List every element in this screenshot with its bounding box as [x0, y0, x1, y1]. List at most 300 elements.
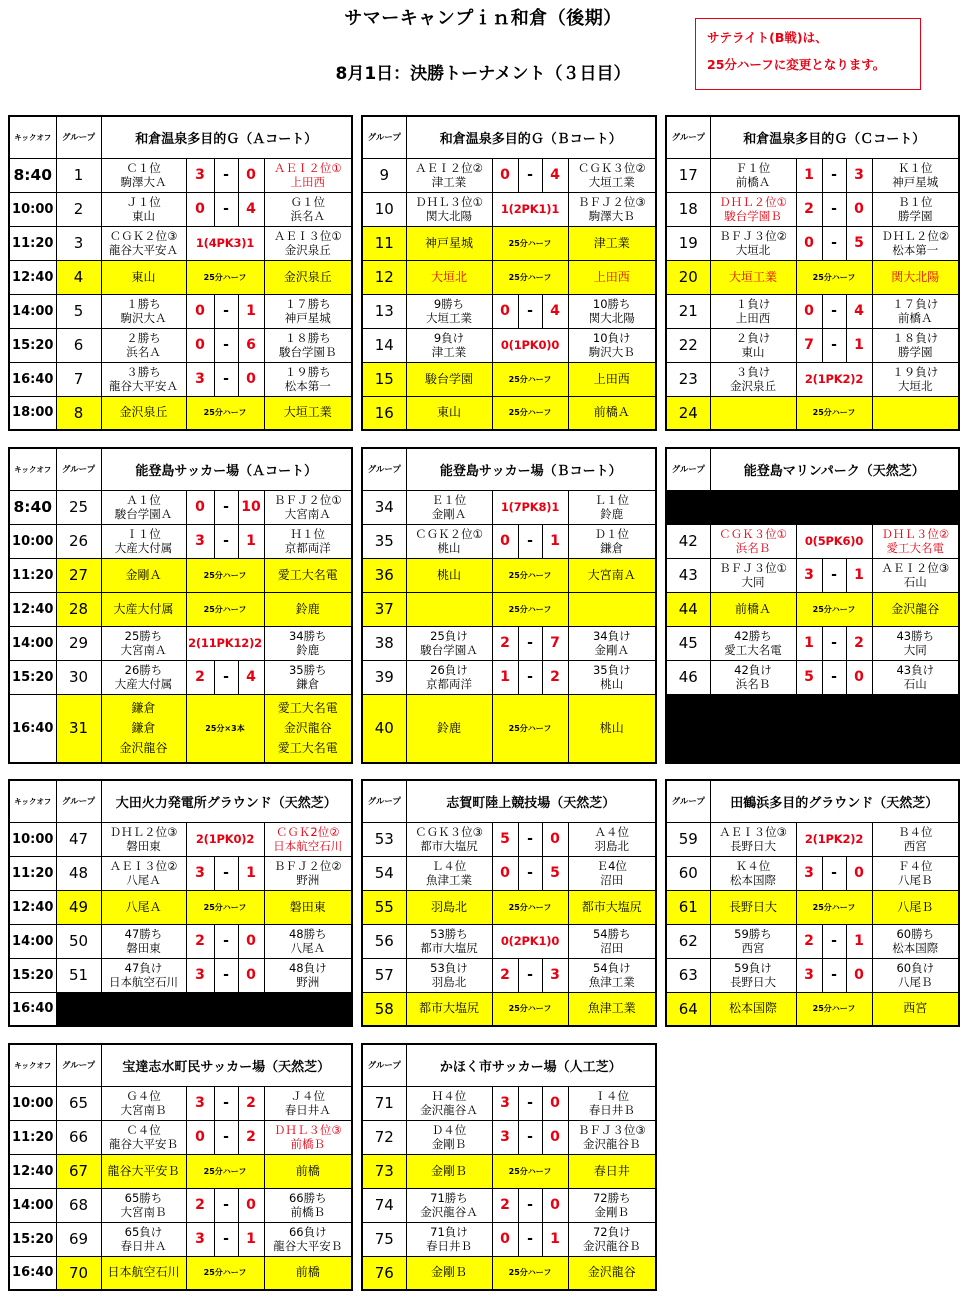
- score-home: 0: [492, 1222, 518, 1256]
- away-team-name: 津工業: [593, 235, 630, 250]
- away-team-name: 魚津工業: [587, 1001, 636, 1016]
- match-format: 25分ハーフ: [186, 396, 264, 430]
- match-number: 8: [56, 396, 101, 430]
- kickoff-time: 14:00: [9, 626, 56, 660]
- home-team-seed: Ｊ１位: [126, 195, 161, 209]
- away-team-name: 鈴鹿: [600, 507, 624, 521]
- home-team: [406, 260, 492, 294]
- home-team-seed: ＣＧＫ２位①: [415, 527, 483, 541]
- away-team-name: 龍谷大平安Ｂ: [273, 1239, 343, 1253]
- away-team: [568, 822, 656, 856]
- pk-score: 0(1PK0)0: [492, 328, 568, 362]
- home-team: [406, 1256, 492, 1290]
- home-team-name: 金剛Ａ: [431, 507, 467, 521]
- away-team: [872, 396, 959, 430]
- score-away: 0: [846, 660, 872, 694]
- score-home: 3: [186, 362, 214, 396]
- away-team-seed: １９勝ち: [284, 365, 331, 379]
- pk-score: 2(1PK0)2: [186, 822, 264, 856]
- kickoff-header: キックオフ: [9, 116, 56, 158]
- match-row: [362, 660, 656, 694]
- kickoff-time: 18:00: [9, 396, 56, 430]
- score-home: 0: [796, 226, 822, 260]
- away-team-name: 魚津工業: [588, 975, 635, 989]
- group-header: グループ: [56, 780, 101, 822]
- away-team: [264, 1256, 352, 1290]
- away-team-seed: 54負け: [592, 961, 631, 975]
- match-row: [9, 362, 352, 396]
- away-team: [568, 1256, 656, 1290]
- home-team-seed: ＣＧＫ３位①: [719, 527, 787, 541]
- home-team-seed: １勝ち: [126, 297, 161, 311]
- kickoff-time: 16:40: [9, 992, 56, 1026]
- score-separator: -: [822, 856, 846, 890]
- away-team-seed: 35勝ち: [288, 663, 327, 677]
- home-team: [406, 396, 492, 430]
- away-team: [264, 890, 352, 924]
- match-number: 22: [666, 328, 710, 362]
- home-team-name: 浜名Ｂ: [735, 677, 771, 691]
- match-format: 25分ハーフ: [492, 592, 568, 626]
- home-team-name: 八尾Ａ: [126, 873, 161, 887]
- away-team-name: 羽島北: [594, 839, 630, 853]
- home-team: [101, 558, 186, 592]
- score-home: 5: [492, 822, 518, 856]
- home-team: [101, 1188, 186, 1222]
- match-row: [362, 1222, 656, 1256]
- score-home: 0: [492, 158, 518, 192]
- header-row: [362, 448, 656, 490]
- home-team-name: 京都両洋: [426, 677, 472, 691]
- home-team-name: 松本国際: [730, 873, 776, 887]
- header-row: [9, 116, 352, 158]
- score-away: 0: [846, 958, 872, 992]
- kickoff-time: 14:00: [9, 1188, 56, 1222]
- away-team-name: 愛工大名電: [277, 741, 338, 756]
- home-team: [406, 992, 492, 1026]
- away-team-name: 愛工大名電: [277, 701, 338, 716]
- score-home: 3: [186, 856, 214, 890]
- away-team-seed: 35負け: [592, 663, 631, 677]
- match-number: 26: [56, 524, 101, 558]
- home-team-name: 津工業: [431, 345, 467, 359]
- score-away: 10: [238, 490, 264, 524]
- away-team-name: 大宮南Ａ: [284, 507, 331, 521]
- away-team: [568, 558, 656, 592]
- kickoff-time: 10:00: [9, 822, 56, 856]
- home-team-name: 桃山: [436, 567, 461, 582]
- friendly-row: [9, 1154, 352, 1188]
- match-number: 68: [56, 1188, 101, 1222]
- home-team-seed: ＡＥＩ３位③: [719, 825, 787, 839]
- venue-name: 志賀町陸上競技場（天然芝）: [406, 780, 656, 822]
- score-separator: -: [822, 328, 846, 362]
- away-team: [264, 192, 352, 226]
- match-number: 10: [362, 192, 406, 226]
- away-team: [568, 1154, 656, 1188]
- match-number: 28: [56, 592, 101, 626]
- pk-score: 1(4PK3)1: [186, 226, 264, 260]
- match-format: 25分ハーフ: [492, 226, 568, 260]
- venue-name: 和倉温泉多目的Ｇ（Ｂコート）: [406, 116, 656, 158]
- score-separator: -: [822, 660, 846, 694]
- home-team: [101, 592, 186, 626]
- away-team: [568, 328, 656, 362]
- score-away: 4: [542, 158, 568, 192]
- match-number: 49: [56, 890, 101, 924]
- away-team-name: 大垣工業: [588, 175, 635, 189]
- home-team-seed: Ｃ１位: [126, 161, 161, 175]
- match-row: [362, 490, 656, 524]
- score-away: 0: [846, 856, 872, 890]
- home-team-seed: ２勝ち: [126, 331, 161, 345]
- away-team: [264, 924, 352, 958]
- home-team: [101, 694, 186, 763]
- match-row: [666, 362, 959, 396]
- group-header: グループ: [362, 448, 406, 490]
- away-team: [568, 856, 656, 890]
- friendly-row: [362, 226, 656, 260]
- match-format: 25分ハーフ: [186, 592, 264, 626]
- home-team-name: 金剛Ｂ: [430, 1163, 467, 1178]
- away-team: [264, 592, 352, 626]
- away-team-name: 愛工大名電: [277, 567, 338, 582]
- home-team-name: 鎌倉: [131, 701, 156, 716]
- home-team: [710, 396, 796, 430]
- away-team: [872, 158, 959, 192]
- away-team: [568, 260, 656, 294]
- match-row: [362, 958, 656, 992]
- friendly-row: [362, 1256, 656, 1290]
- home-team-name: 金沢泉丘: [119, 405, 168, 420]
- home-team-name: 長野日大: [728, 899, 777, 914]
- closed-row: [9, 992, 352, 1026]
- away-team-name: 春日井: [593, 1163, 630, 1178]
- score-away: 1: [542, 1222, 568, 1256]
- score-separator: -: [214, 1086, 238, 1120]
- match-number: 4: [56, 260, 101, 294]
- friendly-row: [362, 260, 656, 294]
- home-team: [406, 958, 492, 992]
- away-team: [872, 924, 959, 958]
- home-team: [710, 260, 796, 294]
- notice-line-1: サテライト(B戦)は、: [707, 30, 828, 45]
- venue-name: 能登島サッカー場（Ａコート）: [101, 448, 352, 490]
- match-number: 12: [362, 260, 406, 294]
- match-number: 17: [666, 158, 710, 192]
- home-team-seed: 53負け: [430, 961, 468, 975]
- score-home: 0: [186, 1120, 214, 1154]
- home-team-name: 金剛Ａ: [125, 567, 162, 582]
- venue-name: 大田火力発電所グラウンド（天然芝）: [101, 780, 352, 822]
- match-row: [666, 328, 959, 362]
- away-team-seed: ＤＨＬ３位③: [273, 1123, 342, 1137]
- venue-panel: [361, 779, 657, 1027]
- venue-panel: [665, 779, 960, 1027]
- match-number: 11: [362, 226, 406, 260]
- away-team-seed: ＢＦＪ２位①: [273, 493, 342, 507]
- home-team-seed: ＢＦＪ３位①: [719, 561, 787, 575]
- score-away: 4: [542, 294, 568, 328]
- score-away: 4: [238, 192, 264, 226]
- away-team-name: 桃山: [599, 720, 624, 735]
- match-number: 16: [362, 396, 406, 430]
- match-number: 76: [362, 1256, 406, 1290]
- away-team-name: 金沢龍谷: [283, 721, 332, 736]
- match-number: 20: [666, 260, 710, 294]
- away-team-seed: 34負け: [592, 629, 631, 643]
- match-row: [9, 158, 352, 192]
- away-team-seed: Ｅ4位: [596, 859, 627, 873]
- match-number: 53: [362, 822, 406, 856]
- score-home: 2: [186, 660, 214, 694]
- score-home: 3: [796, 856, 822, 890]
- match-number: 47: [56, 822, 101, 856]
- home-team-name: 日本航空石川: [107, 1265, 180, 1280]
- away-team-name: 神戸星城: [284, 311, 331, 325]
- home-team: [710, 294, 796, 328]
- home-team: [101, 924, 186, 958]
- match-number: 44: [666, 592, 710, 626]
- match-row: [666, 226, 959, 260]
- score-home: 3: [186, 158, 214, 192]
- score-home: 1: [492, 660, 518, 694]
- home-team: [406, 890, 492, 924]
- away-team: [872, 822, 959, 856]
- home-team-seed: 47負け: [124, 961, 163, 975]
- home-team: [710, 924, 796, 958]
- home-team: [101, 660, 186, 694]
- score-home: 3: [186, 1086, 214, 1120]
- away-team-seed: １７勝ち: [284, 297, 331, 311]
- away-team: [264, 490, 352, 524]
- match-format: 25分ハーフ: [186, 890, 264, 924]
- match-row: [9, 822, 352, 856]
- home-team-name: 金沢龍谷Ａ: [420, 1205, 478, 1219]
- away-team-name: 大同: [903, 643, 927, 657]
- match-row: [362, 1120, 656, 1154]
- header-row: [9, 780, 352, 822]
- away-team: [872, 992, 959, 1026]
- away-team: [872, 890, 959, 924]
- match-number: 25: [56, 490, 101, 524]
- away-team-seed: Ｌ１位: [594, 493, 630, 507]
- away-team: [568, 226, 656, 260]
- score-away: 1: [846, 924, 872, 958]
- kickoff-time: 14:00: [9, 294, 56, 328]
- home-team-seed: ２負け: [735, 331, 771, 345]
- score-separator: -: [214, 856, 238, 890]
- score-away: 0: [542, 1120, 568, 1154]
- friendly-row: [362, 1154, 656, 1188]
- away-team: [568, 992, 656, 1026]
- match-format: 25分ハーフ: [796, 260, 872, 294]
- match-row: [666, 924, 959, 958]
- away-team: [264, 856, 352, 890]
- match-row: [666, 558, 959, 592]
- match-number: 29: [56, 626, 101, 660]
- home-team: [101, 328, 186, 362]
- home-team-name: 長野日大: [730, 839, 776, 853]
- score-home: 3: [186, 958, 214, 992]
- score-away: 0: [238, 1188, 264, 1222]
- kickoff-time: 12:40: [9, 890, 56, 924]
- venue-panel: [665, 115, 960, 431]
- score-separator: -: [214, 1120, 238, 1154]
- away-team-seed: Ｂ１位: [898, 195, 933, 209]
- away-team-seed: 66勝ち: [288, 1191, 327, 1205]
- score-separator: -: [518, 524, 542, 558]
- away-team-name: 西宮: [903, 839, 927, 853]
- match-number: 67: [56, 1154, 101, 1188]
- score-home: 3: [796, 558, 822, 592]
- closed-slot: [666, 694, 959, 763]
- match-number: 40: [362, 694, 406, 763]
- match-row: [9, 626, 352, 660]
- home-team-name: 魚津工業: [426, 873, 472, 887]
- friendly-row: [9, 694, 352, 763]
- home-team-seed: Ｃ４位: [126, 1123, 161, 1137]
- match-format: 25分ハーフ: [186, 1256, 264, 1290]
- away-team-seed: 60勝ち: [896, 927, 935, 941]
- score-home: 2: [796, 192, 822, 226]
- home-team-seed: Ｇ４位: [126, 1089, 161, 1103]
- score-away: 1: [846, 328, 872, 362]
- home-team-name: 金剛Ｂ: [430, 1265, 467, 1280]
- home-team: [406, 822, 492, 856]
- away-team: [872, 328, 959, 362]
- home-team-name: 駿台学園Ａ: [420, 643, 478, 657]
- away-team-name: 野洲: [296, 873, 320, 887]
- away-team-name: 前橋: [295, 1163, 320, 1178]
- match-number: 35: [362, 524, 406, 558]
- home-team: [710, 626, 796, 660]
- home-team-name: 金沢龍谷: [119, 741, 168, 756]
- home-team: [406, 524, 492, 558]
- venue-panel: [8, 779, 353, 1027]
- home-team-seed: 42負け: [734, 663, 772, 677]
- header-row: [9, 1044, 352, 1086]
- home-team: [406, 158, 492, 192]
- away-team: [264, 328, 352, 362]
- home-team-seed: 71勝ち: [430, 1191, 468, 1205]
- home-team: [406, 1188, 492, 1222]
- venue-name: 和倉温泉多目的Ｇ（Ｃコート）: [710, 116, 959, 158]
- match-number: 66: [56, 1120, 101, 1154]
- home-team-name: 東山: [131, 269, 156, 284]
- home-team-seed: ＢＦＪ３位②: [719, 229, 787, 243]
- match-format: 25分ハーフ: [186, 260, 264, 294]
- match-number: 6: [56, 328, 101, 362]
- match-number: 3: [56, 226, 101, 260]
- home-team-name: 西宮: [741, 941, 765, 955]
- score-away: 5: [542, 856, 568, 890]
- away-team-name: 前橋Ａ: [593, 405, 630, 420]
- away-team-seed: Ｂ４位: [898, 825, 933, 839]
- friendly-row: [9, 1256, 352, 1290]
- kickoff-time: 10:00: [9, 524, 56, 558]
- match-row: [9, 1086, 352, 1120]
- match-number: 30: [56, 660, 101, 694]
- match-number: 50: [56, 924, 101, 958]
- score-separator: -: [822, 626, 846, 660]
- home-team: [101, 1256, 186, 1290]
- home-team: [406, 226, 492, 260]
- home-team: [406, 1120, 492, 1154]
- away-team: [872, 958, 959, 992]
- match-row: [9, 490, 352, 524]
- away-team: [264, 260, 352, 294]
- group-header: グループ: [56, 1044, 101, 1086]
- away-team-name: 石山: [903, 677, 927, 691]
- home-team-name: 羽島北: [431, 975, 467, 989]
- score-away: 1: [846, 558, 872, 592]
- closed-row: [666, 490, 959, 524]
- home-team-name: 関大北陽: [426, 209, 472, 223]
- home-team: [101, 1222, 186, 1256]
- match-row: [666, 822, 959, 856]
- home-team: [101, 1120, 186, 1154]
- home-team: [406, 558, 492, 592]
- away-team: [568, 362, 656, 396]
- kickoff-time: 16:40: [9, 1256, 56, 1290]
- away-team-seed: Ｆ４位: [898, 859, 933, 873]
- pk-score: 2(1PK2)2: [796, 362, 872, 396]
- friendly-row: [666, 396, 959, 430]
- score-away: 1: [238, 294, 264, 328]
- away-team-seed: Ｋ１位: [898, 161, 933, 175]
- away-team: [264, 626, 352, 660]
- away-team: [264, 1086, 352, 1120]
- away-team-name: 金剛Ｂ: [594, 1205, 630, 1219]
- home-team: [406, 626, 492, 660]
- home-team-seed: 9負け: [433, 331, 465, 345]
- match-format: 25分ハーフ: [492, 1256, 568, 1290]
- score-separator: -: [214, 294, 238, 328]
- away-team-name: 鎌倉: [296, 677, 320, 691]
- home-team-seed: 25勝ち: [124, 629, 163, 643]
- home-team-seed: 59負け: [734, 961, 772, 975]
- home-team-seed: ＡＥＩ２位②: [415, 161, 483, 175]
- match-number: 18: [666, 192, 710, 226]
- group-header: グループ: [362, 116, 406, 158]
- away-team: [872, 226, 959, 260]
- home-team-name: 東山: [741, 345, 765, 359]
- score-separator: -: [518, 660, 542, 694]
- match-row: [362, 524, 656, 558]
- home-team: [710, 226, 796, 260]
- home-team-name: 大同: [741, 575, 765, 589]
- venue-panel: [665, 447, 960, 764]
- away-team-name: 沼田: [600, 941, 624, 955]
- header-row: [362, 1044, 656, 1086]
- home-team: [101, 226, 186, 260]
- away-team-name: 駒沢大Ｂ: [588, 345, 635, 359]
- away-team-seed: Ｈ１位: [290, 527, 326, 541]
- score-home: 3: [796, 958, 822, 992]
- home-team-name: 春日井Ａ: [120, 1239, 167, 1253]
- venue-panel: [8, 447, 353, 764]
- match-row: [9, 226, 352, 260]
- home-team-name: 磐田東: [126, 941, 161, 955]
- away-team: [568, 592, 656, 626]
- score-away: 0: [542, 1188, 568, 1222]
- away-team-seed: 43負け: [896, 663, 935, 677]
- score-separator: -: [214, 1222, 238, 1256]
- match-row: [666, 524, 959, 558]
- kickoff-time: 11:20: [9, 1120, 56, 1154]
- match-row: [9, 1120, 352, 1154]
